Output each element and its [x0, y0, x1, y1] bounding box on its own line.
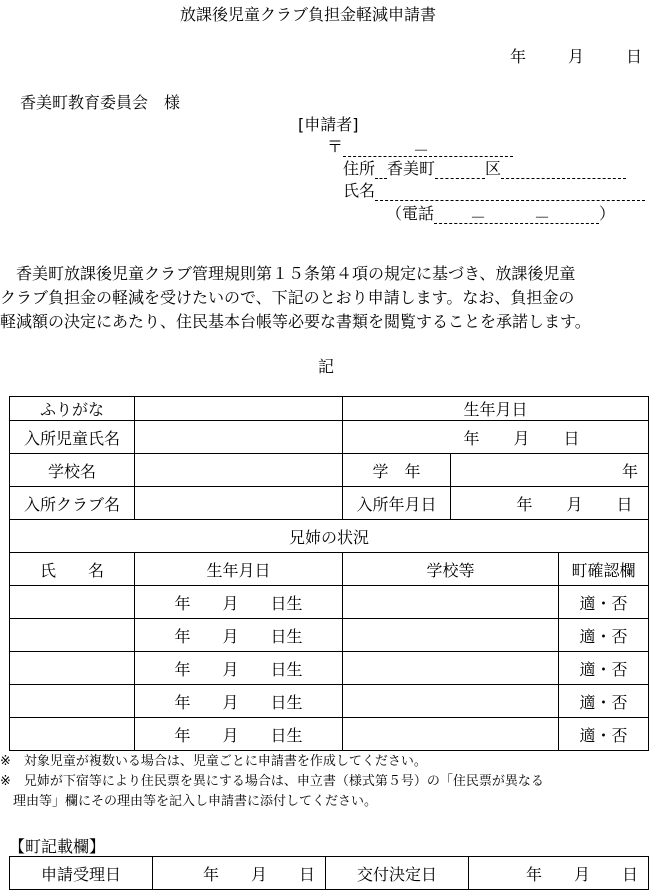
ki-heading: 記: [318, 357, 335, 376]
sibling-school-input[interactable]: [343, 619, 559, 652]
sibling-confirm: 適・否: [559, 718, 649, 751]
sibling-name-input[interactable]: [10, 586, 135, 619]
application-date: 年 月 日: [510, 47, 643, 66]
notes: [0, 752, 654, 812]
sibling-row: [10, 586, 649, 619]
postal-code-field[interactable]: 〒 －: [327, 134, 513, 157]
col-sibling-school: 学校等: [343, 553, 559, 586]
town-row: [10, 857, 649, 890]
entry-date-label: 入所年月日: [343, 487, 451, 520]
sibling-name-input[interactable]: [10, 685, 135, 718]
sibling-birth-input[interactable]: 年 月 日生: [135, 619, 343, 652]
decision-date-label: 交付決定日: [326, 857, 469, 890]
addressee: 香美町教育委員会 様: [20, 93, 181, 112]
furigana-input[interactable]: [135, 397, 343, 421]
town-section-label: 【町記載欄】: [9, 837, 106, 856]
sibling-birth-input[interactable]: 年 月 日生: [135, 718, 343, 751]
receipt-date-label: 申請受理日: [10, 857, 153, 890]
col-sibling-birth: 生年月日: [135, 553, 343, 586]
sibling-row: [10, 718, 649, 751]
receipt-date-input[interactable]: 年 月 日: [153, 857, 326, 890]
school-label: 学校名: [10, 454, 135, 487]
note-item: 理由等」欄にその理由等を記入し申請書に添付してください。: [0, 794, 378, 809]
sibling-school-input[interactable]: [343, 652, 559, 685]
phone-field[interactable]: （電話 － － ）: [386, 204, 616, 227]
furigana-row: [10, 397, 649, 421]
sibling-school-input[interactable]: [343, 586, 559, 619]
school-input[interactable]: [135, 454, 343, 487]
club-input[interactable]: [135, 487, 343, 520]
sibling-name-input[interactable]: [10, 652, 135, 685]
town-section-table: [9, 856, 649, 890]
note-item: ※ 兄姉が下宿等により住民票を異にする場合は、申立書（様式第５号）の「住民票が異なる: [0, 774, 544, 789]
sibling-row: [10, 652, 649, 685]
application-table: [9, 396, 649, 751]
child-name-label: 入所児童氏名: [10, 421, 135, 454]
sibling-confirm: 適・否: [559, 619, 649, 652]
birthdate-label: 生年月日: [343, 397, 649, 421]
sibling-name-input[interactable]: [10, 718, 135, 751]
club-row: [10, 487, 649, 520]
siblings-heading: 兄姉の状況: [10, 520, 649, 553]
child-name-row: [10, 421, 649, 454]
sibling-school-input[interactable]: [343, 718, 559, 751]
grade-label: 学 年: [343, 454, 451, 487]
grade-input[interactable]: 年: [451, 454, 649, 487]
child-birthdate-input[interactable]: 年 月 日: [343, 421, 649, 454]
document-title: 放課後児童クラブ負担金軽減申請書: [180, 5, 437, 24]
col-town-confirm: 町確認欄: [559, 553, 649, 586]
sibling-confirm: 適・否: [559, 685, 649, 718]
sibling-birth-input[interactable]: 年 月 日生: [135, 586, 343, 619]
address-field[interactable]: 住所 香美町 区: [343, 156, 626, 179]
child-name-input[interactable]: [135, 421, 343, 454]
application-statement: 香美町放課後児童クラブ管理規則第１５条第４項の規定に基づき、放課後児童 クラブ負担金の軽減を受けたいので、下記のとおり申請します。なお、負担金の 軽減額の決定にあたり、住民基本台帳等必要な書類を閲覧することを承諾します。: [0, 264, 591, 331]
sibling-confirm: 適・否: [559, 586, 649, 619]
furigana-label: ふりがな: [10, 397, 135, 421]
siblings-header-row: [10, 553, 649, 586]
note-item: ※ 対象児童が複数いる場合は、児童ごとに申請書を作成してください。: [0, 754, 427, 769]
sibling-school-input[interactable]: [343, 685, 559, 718]
sibling-name-input[interactable]: [10, 619, 135, 652]
school-row: [10, 454, 649, 487]
sibling-birth-input[interactable]: 年 月 日生: [135, 685, 343, 718]
entry-date-input[interactable]: 年 月 日: [451, 487, 649, 520]
col-sibling-name: 氏 名: [10, 553, 135, 586]
decision-date-input[interactable]: 年 月 日: [469, 857, 649, 890]
sibling-birth-input[interactable]: 年 月 日生: [135, 652, 343, 685]
name-field[interactable]: 氏名: [343, 178, 645, 201]
siblings-heading-row: [10, 520, 649, 553]
sibling-row: [10, 619, 649, 652]
sibling-confirm: 適・否: [559, 652, 649, 685]
club-label: 入所クラブ名: [10, 487, 135, 520]
applicant-label: [申請者]: [298, 115, 359, 134]
sibling-row: [10, 685, 649, 718]
